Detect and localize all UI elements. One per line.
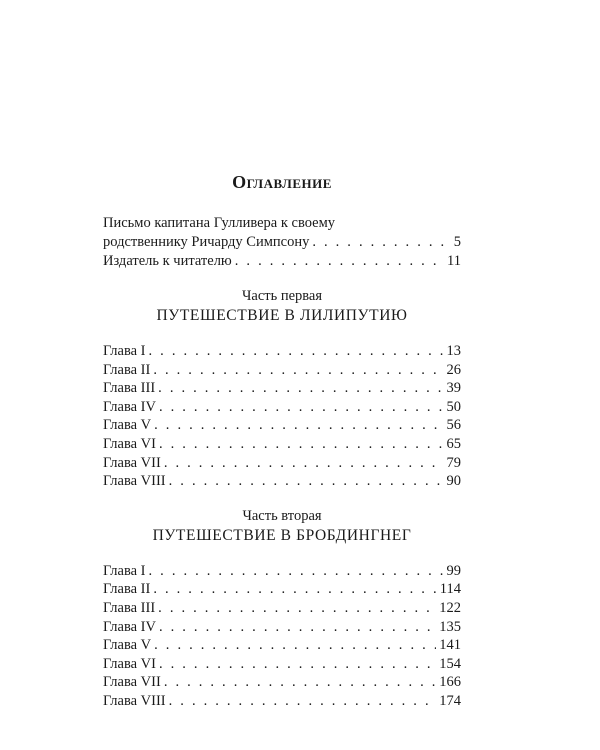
- chapter-label: Глава III: [103, 599, 156, 616]
- toc-entry: [103, 599, 461, 618]
- chapter-label: Глава V: [103, 637, 152, 654]
- toc-entry-first-line: Письмо капитана Гулливера к своему: [103, 215, 336, 231]
- toc-page-number: 99: [446, 562, 461, 579]
- dot-leader: [154, 416, 443, 435]
- toc-page-number: 5: [453, 234, 461, 250]
- toc-page-number: 11: [447, 253, 461, 269]
- toc-entry: [103, 655, 461, 674]
- toc-entry: [103, 692, 461, 711]
- toc-entry: [103, 233, 461, 252]
- dot-leader: [169, 472, 444, 491]
- toc-page-number: 39: [446, 380, 461, 397]
- toc-page-number: 90: [446, 473, 461, 490]
- toc-page-number: 154: [439, 655, 461, 672]
- toc-page-number: 174: [439, 692, 461, 709]
- dot-leader: [164, 454, 444, 473]
- chapter-label: Глава VI: [103, 655, 156, 672]
- toc-entry-label: Издатель к читателю: [103, 253, 232, 269]
- dot-leader: [154, 636, 436, 655]
- toc-page-number: 166: [439, 674, 461, 691]
- chapter-label: Глава I: [103, 562, 146, 579]
- chapter-label: Глава VII: [103, 454, 161, 471]
- dot-leader: [149, 342, 444, 361]
- dot-leader: [164, 673, 436, 692]
- toc-page-number: 26: [446, 361, 461, 378]
- toc-entry: [103, 416, 461, 435]
- dot-leader: [169, 692, 437, 711]
- chapter-label: Глава I: [103, 343, 146, 359]
- toc-entry: [103, 454, 461, 473]
- toc-entry: [103, 398, 461, 417]
- toc-entry: [103, 636, 461, 655]
- chapter-label: Глава VII: [103, 674, 161, 691]
- toc-page-number: 79: [446, 454, 461, 471]
- toc-entry: [103, 580, 461, 599]
- dot-leader: [159, 398, 444, 417]
- dot-leader: [235, 252, 444, 271]
- toc-entry: [103, 673, 461, 692]
- chapter-label: Глава VIII: [103, 692, 166, 709]
- toc-entry: [103, 379, 461, 398]
- toc-page-number: 122: [439, 599, 461, 616]
- part-title: ПУТЕШЕСТВИЕ В БРОБДИНГНЕГ: [152, 526, 412, 544]
- toc-page-number: 50: [446, 398, 461, 415]
- dot-leader: [158, 379, 443, 398]
- toc-entry: [103, 342, 461, 361]
- chapter-label: Глава IV: [103, 398, 156, 415]
- dot-leader: [153, 580, 436, 599]
- toc-entry-label: родственнику Ричарду Симпсону: [103, 234, 310, 250]
- toc-entry: [103, 562, 461, 581]
- part-heading: Часть первая: [241, 288, 323, 304]
- toc-entry: [103, 361, 461, 380]
- toc-page-number: 141: [439, 637, 461, 654]
- toc-entry: [103, 252, 461, 271]
- dot-leader: [158, 599, 436, 618]
- chapter-list: [103, 562, 461, 711]
- dot-leader: [153, 361, 443, 380]
- chapter-label: Глава IV: [103, 618, 156, 635]
- chapter-label: Глава II: [103, 361, 151, 378]
- toc-page-number: 114: [439, 581, 461, 598]
- toc-page-number: 13: [446, 343, 461, 359]
- toc-page-number: 65: [446, 435, 461, 452]
- toc-page-number: 56: [446, 417, 461, 434]
- dot-leader: [149, 562, 444, 581]
- part-heading: Часть вторая: [242, 507, 322, 524]
- dot-leader: [312, 233, 450, 252]
- toc-title: Оглавление: [232, 172, 332, 192]
- chapter-list: [103, 342, 461, 491]
- chapter-label: Глава III: [103, 380, 156, 397]
- toc-page-number: 135: [439, 618, 461, 635]
- chapter-label: Глава VI: [103, 435, 156, 452]
- toc-entry: [103, 435, 461, 454]
- dot-leader: [159, 655, 436, 674]
- toc-entry: [103, 618, 461, 637]
- table-of-contents: [103, 172, 461, 711]
- dot-leader: [159, 435, 444, 454]
- front-matter: [103, 214, 461, 271]
- dot-leader: [159, 618, 436, 637]
- chapter-label: Глава II: [103, 581, 151, 598]
- chapter-label: Глава V: [103, 417, 152, 434]
- chapter-label: Глава VIII: [103, 473, 166, 490]
- part-title: ПУТЕШЕСТВИЕ В ЛИЛИПУТИЮ: [156, 307, 408, 324]
- toc-entry: [103, 472, 461, 491]
